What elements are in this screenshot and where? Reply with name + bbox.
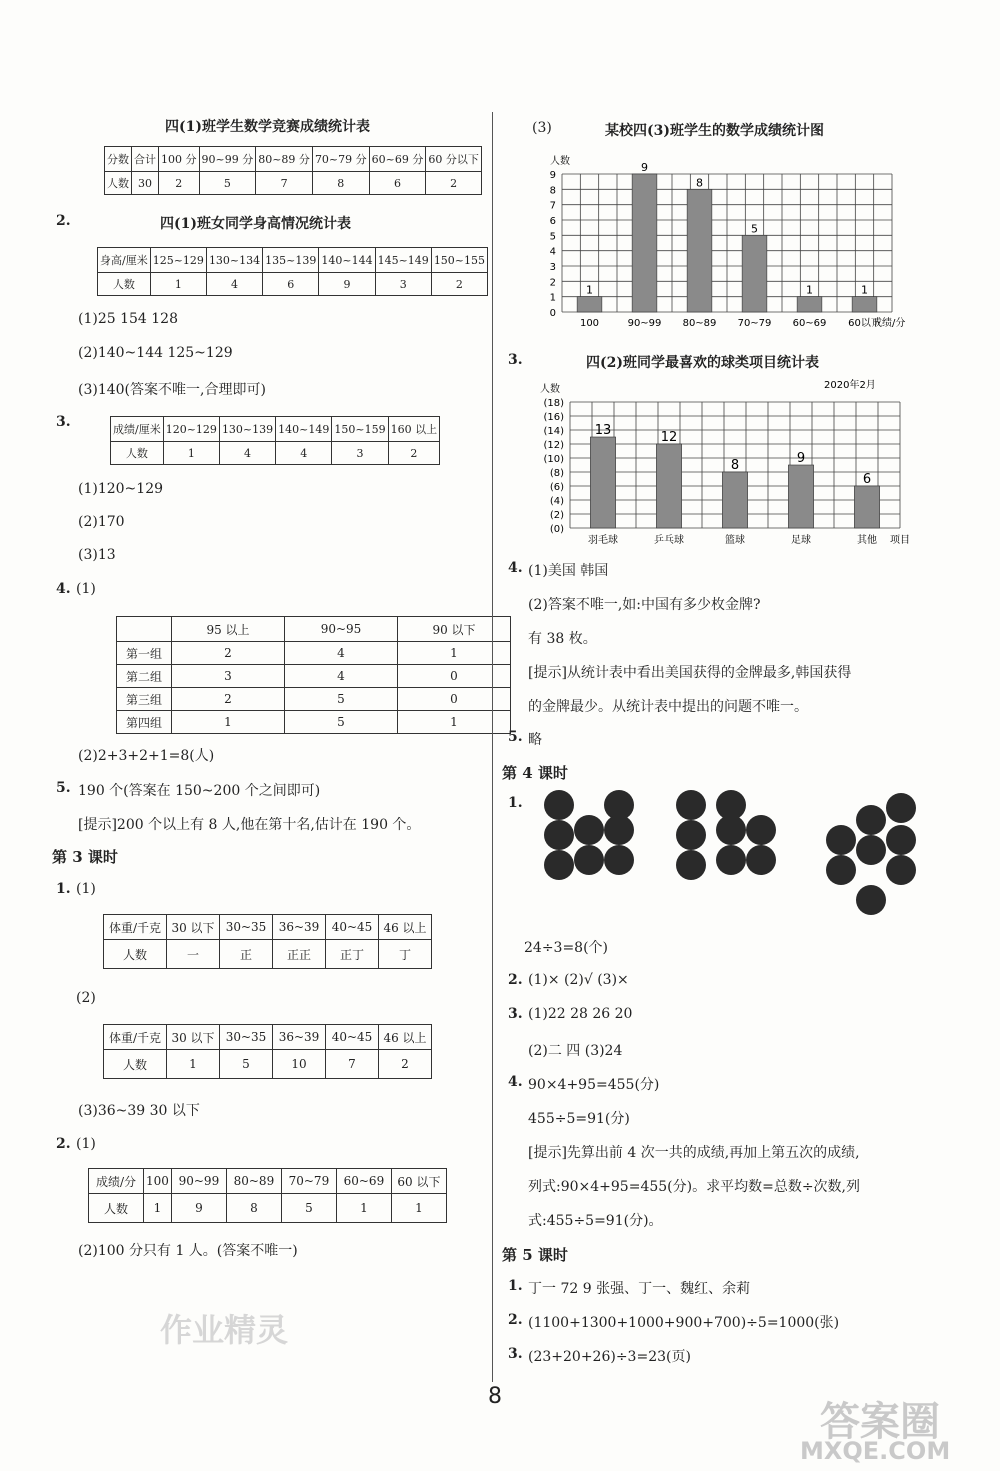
l4-q2-answer: (1)× (2)√ (3)× (528, 972, 629, 988)
t2-h5: 145~149 (375, 248, 431, 273)
bar (656, 444, 681, 528)
t5-c3: 正正 (273, 940, 326, 969)
y-tick-label: (16) (543, 412, 564, 423)
x-axis-label: 项目 (890, 535, 910, 546)
dot (604, 815, 634, 845)
l3-q2-answer-2: (2)100 分只有 1 人。(答案不唯一) (78, 1243, 298, 1259)
y-tick-label: (10) (543, 454, 564, 465)
t5-h2: 30~35 (220, 915, 273, 940)
l4-q1-number: 1. (508, 795, 523, 811)
y-tick-label: 5 (549, 231, 556, 243)
t2-h0: 身高/厘米 (98, 248, 151, 273)
y-tick-label: (8) (549, 468, 564, 479)
t7-c0: 人数 (89, 1194, 144, 1223)
y-tick-label: 4 (549, 246, 556, 258)
q4-answer-2: (2)2+3+2+1=8(人) (78, 748, 215, 764)
t1-h1: 合计 (132, 147, 159, 172)
q2-answer-1: (1)25 154 128 (78, 311, 178, 327)
y-tick-label: 1 (549, 292, 556, 304)
q3-answer-2: (2)170 (78, 514, 125, 530)
dot (544, 820, 574, 850)
chart2-title: 四(2)班同学最喜欢的球类项目统计表 (586, 355, 819, 371)
bar-value-label: 8 (696, 176, 703, 190)
t2-c5: 3 (375, 273, 431, 296)
l4-q4-hint-2: 列式:90×4+95=455(分)。求平均数=总数÷次数,列 (528, 1179, 861, 1195)
bar-value-label: 9 (641, 161, 648, 174)
t1-c6: 6 (369, 172, 426, 195)
dot (746, 815, 776, 845)
y-tick-label: (12) (543, 440, 564, 451)
bar (742, 235, 767, 312)
t4-r2c1: 2 (172, 688, 285, 711)
t3-c1: 1 (163, 442, 219, 465)
t7-c6: 1 (391, 1194, 446, 1223)
c1-prefix: (3) (532, 120, 552, 136)
t4-r3c2: 5 (285, 711, 398, 734)
t6-h1: 30 以下 (167, 1025, 220, 1050)
y-tick-label: (18) (543, 398, 564, 409)
dot (574, 845, 604, 875)
l3-q2-number: 2. (56, 1136, 71, 1152)
t4-r2c3: 0 (398, 688, 511, 711)
watermark-logo: 答案圈 (820, 1399, 940, 1445)
r-q4-hint-2: 的金牌最少。从统计表中提出的问题不唯一。 (528, 699, 808, 715)
l4-q2-number: 2. (508, 972, 523, 988)
t1-h0: 分数 (105, 147, 132, 172)
t7-h6: 60 以下 (391, 1169, 446, 1194)
t4-r3c1: 1 (172, 711, 285, 734)
y-tick-label: 3 (549, 262, 556, 273)
category-label: 60以下 (848, 318, 881, 329)
chart2 (520, 378, 920, 548)
t4-h1: 95 以上 (172, 617, 285, 642)
dot (676, 820, 706, 850)
category-label: 其他 (857, 535, 877, 546)
y-tick-label: (14) (543, 426, 564, 437)
t2-h6: 150~155 (431, 248, 487, 273)
r-q4-hint-1: [提示]从统计表中看出美国获得的金牌最多,韩国获得 (528, 665, 852, 681)
r-q5-number: 5. (508, 729, 523, 745)
t3-c5: 2 (388, 442, 440, 465)
category-label: 羽毛球 (588, 535, 618, 546)
q2-answer-3: (3)140(答案不唯一,合理即可) (78, 382, 266, 398)
t7-h3: 80~89 (226, 1169, 281, 1194)
q5-number: 5. (56, 780, 71, 796)
category-label: 100 (579, 318, 600, 329)
l3-q1-answer-3: (3)36~39 30 以下 (78, 1103, 200, 1119)
table6 (103, 1024, 432, 1079)
t2-h2: 130~134 (206, 248, 262, 273)
table2-title: 四(1)班女同学身高情况统计表 (160, 216, 351, 232)
r-q4-answer-3: 有 38 枚。 (528, 631, 597, 647)
t4-r0c1: 2 (172, 642, 285, 665)
t6-c3: 10 (273, 1050, 326, 1079)
column-divider (492, 112, 493, 1382)
t3-h3: 140~149 (276, 417, 332, 442)
y-tick-label: 2 (549, 277, 556, 289)
dot (826, 855, 856, 885)
lesson4-heading: 第 4 课时 (502, 764, 568, 782)
t4-r1c1: 3 (172, 665, 285, 688)
l5-q1-answer: 丁一 72 9 张强、丁一、魏红、余莉 (528, 1281, 751, 1297)
category-label: 乒乓球 (654, 535, 684, 546)
t5-h3: 36~39 (273, 915, 326, 940)
dot (886, 855, 916, 885)
t2-c6: 2 (431, 273, 487, 296)
bar-value-label: 5 (751, 222, 758, 236)
lesson3-heading: 第 3 课时 (52, 848, 118, 866)
watermark-url: MXQE.COM (800, 1437, 951, 1465)
l3-q1-sub-1: (1) (76, 881, 96, 897)
t7-h2: 90~99 (171, 1169, 226, 1194)
category-label: 70~79 (737, 318, 772, 329)
t2-h1: 125~129 (150, 248, 206, 273)
t3-c2: 4 (219, 442, 275, 465)
t5-c4: 正丁 (326, 940, 379, 969)
l5-q2-answer: (1100+1300+1000+900+700)÷5=1000(张) (528, 1315, 840, 1331)
chart1 (530, 148, 930, 338)
bar (797, 297, 822, 312)
bar (687, 189, 712, 312)
y-tick-label: 9 (549, 170, 556, 181)
dot (676, 790, 706, 820)
q4-sub-1: (1) (76, 581, 96, 597)
bar-value-label: 13 (594, 423, 612, 438)
t7-h5: 60~69 (336, 1169, 391, 1194)
l4-q4-answer-2: 455÷5=91(分) (528, 1111, 630, 1127)
t3-h2: 130~139 (219, 417, 275, 442)
dot (886, 793, 916, 823)
r-q4-answer-2: (2)答案不唯一,如:中国有多少枚金牌? (528, 597, 761, 613)
t4-h0 (117, 617, 172, 642)
dot (544, 850, 574, 880)
q5-answer: 190 个(答案在 150~200 个之间即可) (78, 783, 321, 799)
l3-q1-number: 1. (56, 881, 71, 897)
x-axis-label: 成绩/分 (872, 318, 906, 329)
t4-r3c3: 1 (398, 711, 511, 734)
t1-h6: 60~69 分 (369, 147, 426, 172)
y-tick-label: 0 (549, 308, 556, 319)
t1-c7: 2 (426, 172, 482, 195)
t3-h5: 160 以上 (388, 417, 440, 442)
t7-c2: 9 (171, 1194, 226, 1223)
y-tick-label: (2) (549, 510, 564, 521)
t7-c3: 8 (226, 1194, 281, 1223)
y-axis-label: 人数 (540, 384, 560, 395)
t4-r0c2: 4 (285, 642, 398, 665)
t5-h1: 30 以下 (167, 915, 220, 940)
t4-r1c3: 0 (398, 665, 511, 688)
chart1-title: 某校四(3)班学生的数学成绩统计图 (605, 123, 824, 139)
t7-h1: 100 (144, 1169, 172, 1194)
q3-answer-3: (3)13 (78, 547, 116, 563)
t2-c4: 9 (319, 273, 375, 296)
t7-c5: 1 (336, 1194, 391, 1223)
table5 (103, 914, 432, 969)
l3-q2-sub-1: (1) (76, 1136, 96, 1152)
bar (590, 437, 615, 528)
chart-date: 2020年2月 (824, 380, 876, 391)
bar (577, 297, 602, 312)
r-q3-number: 3. (508, 352, 523, 368)
t6-c1: 1 (167, 1050, 220, 1079)
t2-h3: 135~139 (263, 248, 319, 273)
category-label: 足球 (791, 535, 811, 546)
t5-h4: 40~45 (326, 915, 379, 940)
r-q4-number: 4. (508, 560, 523, 576)
page-number: 8 (488, 1384, 502, 1409)
t4-r2c2: 5 (285, 688, 398, 711)
q2-number: 2. (56, 213, 71, 229)
dot (746, 845, 776, 875)
q3-answer-1: (1)120~129 (78, 481, 164, 497)
l4-q3-answer-1: (1)22 28 26 20 (528, 1006, 633, 1022)
bar-value-label: 9 (796, 451, 806, 466)
dot (886, 825, 916, 855)
l4-q4-answer-1: 90×4+95=455(分) (528, 1077, 660, 1093)
t1-c1: 30 (132, 172, 159, 195)
t7-h4: 70~79 (281, 1169, 336, 1194)
dot (716, 845, 746, 875)
l4-q4-hint-3: 式:455÷5=91(分)。 (528, 1213, 663, 1229)
t4-r1c2: 4 (285, 665, 398, 688)
t3-c4: 3 (332, 442, 388, 465)
t1-c4: 7 (256, 172, 313, 195)
l3-q1-sub-2: (2) (76, 990, 96, 1006)
table4 (116, 616, 511, 734)
category-label: 80~89 (682, 318, 717, 329)
l5-q2-number: 2. (508, 1312, 523, 1328)
y-tick-label: (0) (549, 524, 564, 535)
dot (826, 825, 856, 855)
category-label: 60~69 (792, 318, 827, 329)
t3-h0: 成绩/厘米 (111, 417, 164, 442)
t7-c4: 5 (281, 1194, 336, 1223)
t5-h0: 体重/千克 (104, 915, 167, 940)
dot (856, 835, 886, 865)
t1-h7: 60 分以下 (426, 147, 482, 172)
t1-h5: 70~79 分 (312, 147, 369, 172)
table2 (97, 247, 488, 296)
t1-h2: 100 分 (159, 147, 200, 172)
t5-c5: 丁 (379, 940, 432, 969)
q4-number: 4. (56, 581, 71, 597)
y-tick-label: 6 (549, 216, 556, 227)
t3-h1: 120~129 (163, 417, 219, 442)
t3-c3: 4 (276, 442, 332, 465)
category-label: 90~99 (627, 318, 662, 329)
t6-h5: 46 以上 (379, 1025, 432, 1050)
t3-h4: 150~159 (332, 417, 388, 442)
t6-h4: 40~45 (326, 1025, 379, 1050)
t4-h2: 90~95 (285, 617, 398, 642)
dot-groups (515, 790, 935, 930)
t2-c0: 人数 (98, 273, 151, 296)
lesson5-heading: 第 5 课时 (502, 1246, 568, 1264)
t3-c0: 人数 (111, 442, 164, 465)
dot (676, 850, 706, 880)
t7-h0: 成绩/分 (89, 1169, 144, 1194)
dot (716, 815, 746, 845)
t5-c0: 人数 (104, 940, 167, 969)
t5-c2: 正 (220, 940, 273, 969)
t4-r1c0: 第二组 (117, 665, 172, 688)
t2-c1: 1 (150, 273, 206, 296)
t2-h4: 140~144 (319, 248, 375, 273)
bar-value-label: 6 (862, 472, 872, 487)
t4-r0c0: 第一组 (117, 642, 172, 665)
t6-c0: 人数 (104, 1050, 167, 1079)
bar (852, 297, 877, 312)
category-label: 篮球 (725, 535, 745, 546)
bar (854, 486, 879, 528)
t4-r0c3: 1 (398, 642, 511, 665)
y-axis-label: 人数 (550, 156, 570, 167)
t1-c3: 5 (199, 172, 256, 195)
t1-c5: 8 (312, 172, 369, 195)
t4-r2c0: 第三组 (117, 688, 172, 711)
table3 (110, 416, 440, 465)
dot (544, 790, 574, 820)
l5-q3-number: 3. (508, 1346, 523, 1362)
t6-c2: 5 (220, 1050, 273, 1079)
q2-answer-2: (2)140~144 125~129 (78, 345, 233, 361)
t1-c2: 2 (159, 172, 200, 195)
t6-c4: 7 (326, 1050, 379, 1079)
dot (604, 845, 634, 875)
stamp-watermark: 作业精灵 (160, 1311, 289, 1349)
t4-r3c0: 第四组 (117, 711, 172, 734)
r-q5-answer: 略 (528, 732, 542, 748)
dot (856, 805, 886, 835)
bar-value-label: 1 (861, 283, 868, 297)
t4-h3: 90 以下 (398, 617, 511, 642)
table1 (104, 146, 482, 195)
t2-c2: 4 (206, 273, 262, 296)
t7-c1: 1 (144, 1194, 172, 1223)
t1-h3: 90~99 分 (199, 147, 256, 172)
dot (574, 815, 604, 845)
l4-q4-hint-1: [提示]先算出前 4 次一共的成绩,再加上第五次的成绩, (528, 1145, 860, 1161)
bar-value-label: 12 (660, 430, 678, 445)
t6-h2: 30~35 (220, 1025, 273, 1050)
dot (856, 885, 886, 915)
bar (632, 174, 657, 312)
bar (722, 472, 747, 528)
t1-c0: 人数 (105, 172, 132, 195)
y-tick-label: 7 (549, 200, 556, 212)
y-tick-label: (4) (549, 496, 564, 507)
t5-c1: 一 (167, 940, 220, 969)
t6-c5: 2 (379, 1050, 432, 1079)
r-q4-answer-1: (1)美国 韩国 (528, 563, 609, 579)
table1-title: 四(1)班学生数学竞赛成绩统计表 (165, 119, 370, 135)
t2-c3: 6 (263, 273, 319, 296)
l5-q1-number: 1. (508, 1278, 523, 1294)
q3-number: 3. (56, 414, 71, 430)
t1-h4: 80~89 分 (256, 147, 313, 172)
table7 (88, 1168, 447, 1223)
y-tick-label: 8 (549, 185, 556, 197)
t6-h3: 36~39 (273, 1025, 326, 1050)
bar (788, 465, 813, 528)
q5-hint: [提示]200 个以上有 8 人,他在第十名,估计在 190 个。 (78, 817, 421, 833)
l4-q3-number: 3. (508, 1006, 523, 1022)
t5-h5: 46 以上 (379, 915, 432, 940)
l4-q3-answer-2: (2)二 四 (3)24 (528, 1043, 623, 1059)
y-tick-label: (6) (549, 482, 564, 493)
bar-value-label: 1 (806, 283, 813, 297)
bar-value-label: 8 (730, 458, 740, 473)
bar-value-label: 1 (586, 283, 593, 297)
t6-h0: 体重/千克 (104, 1025, 167, 1050)
l4-q1-equation: 24÷3=8(个) (524, 940, 609, 956)
l5-q3-answer: (23+20+26)÷3=23(页) (528, 1349, 691, 1365)
l4-q4-number: 4. (508, 1074, 523, 1090)
